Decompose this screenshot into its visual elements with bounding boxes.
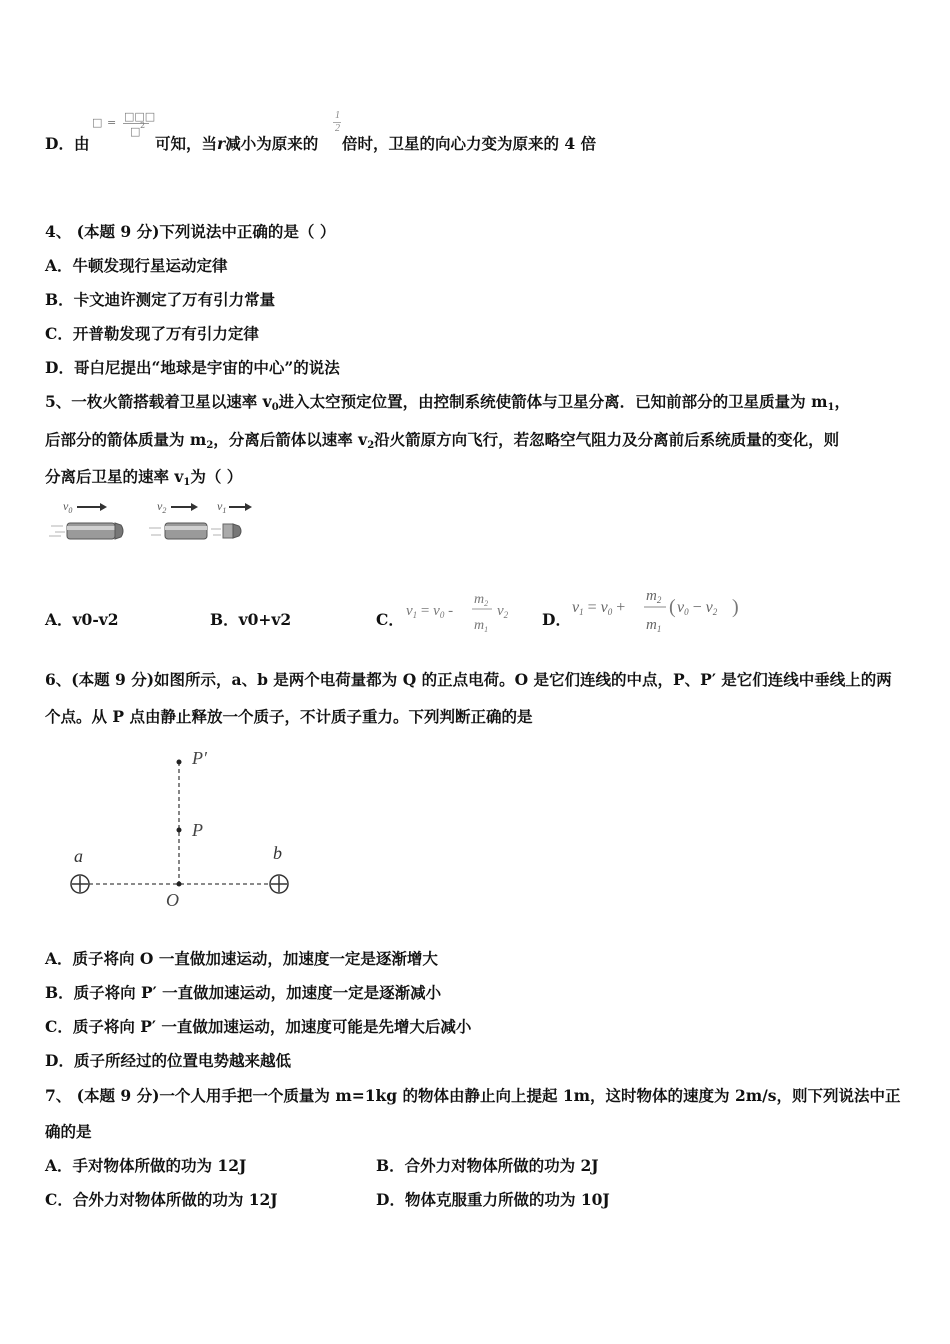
q5-line2-sub2: 2 (367, 440, 375, 451)
q4-option-a[interactable]: A．牛顿发现行星运动定律 (45, 256, 228, 275)
q5-line1-b: 进入太空预定位置，由控制系统使箭体与卫星分离．已知前部分的卫星质量为 m (278, 392, 828, 411)
q7-line2: 确的是 (45, 1122, 92, 1141)
svg-text:m1: $m_1$ (646, 617, 662, 634)
q3-formula-bar (123, 123, 149, 124)
point-p-prime (177, 760, 182, 765)
q3-formula-num: □□□ (124, 110, 156, 123)
q3-formula-den-exp: 2 (140, 121, 146, 130)
rocket-v2-label: $v_2$ (157, 499, 167, 515)
rocket-v0-label: $v_0$ (63, 499, 73, 515)
q3-var-r: r (217, 134, 226, 153)
q3-formula (92, 110, 154, 144)
q5-line1-sub2: 1 (827, 402, 835, 413)
rocket-v1-label: $v_1$ (217, 499, 227, 515)
q5-line3-sub: 1 (183, 477, 191, 488)
rocket-before-separation (49, 499, 123, 539)
q3-formula-lhs: □ (92, 116, 103, 129)
q5-line3 (45, 467, 242, 490)
svg-text:m2: $m_2$ (646, 588, 662, 605)
q3-formula-den: □ (130, 125, 141, 138)
q3-option-d-mid2: 减小为原来的 (225, 134, 319, 153)
q6-line1: 6、(本题 9 分)如图所示，a、b 是两个电荷量都为 Q 的正点电荷。O 是它们连线的中点，P、P′ 是它们连线中垂线上的两 (45, 670, 892, 689)
q5-option-a[interactable] (45, 610, 119, 630)
q5-line1-sub: 0 (271, 402, 279, 413)
point-o (177, 882, 182, 887)
q5-option-b-value: v0+v2 (238, 610, 292, 629)
q6-option-a[interactable]: A．质子将向 O 一直做加速运动，加速度一定是逐渐增大 (45, 949, 438, 968)
q7-option-c[interactable]: C．合外力对物体所做的功为 12J (45, 1190, 278, 1209)
q3-option-d-prefix: D．由 (45, 134, 90, 153)
q5-line1 (45, 392, 850, 415)
q4-option-b[interactable]: B．卡文迪许测定了万有引力常量 (45, 290, 276, 309)
q5-option-a-value: v0-v2 (72, 610, 119, 629)
q3-half-den: 2 (335, 123, 340, 134)
label-p-prime: P′ (192, 748, 207, 768)
q7-option-d[interactable]: D．物体克服重力所做的功为 10J (376, 1190, 610, 1209)
q5-option-c-formula (404, 588, 519, 638)
q5-option-c-label[interactable]: C． (376, 610, 404, 629)
q3-option-d-text (155, 134, 318, 154)
svg-text:): ) (732, 596, 739, 618)
q7-option-a[interactable]: A．手对物体所做的功为 12J (45, 1156, 247, 1175)
q6-option-c[interactable]: C．质子将向 P′ 一直做加速运动，加速度可能是先增大后减小 (45, 1017, 472, 1036)
q3-formula-eq: = (107, 116, 117, 129)
svg-text:(: ( (669, 596, 676, 618)
q5-line3-a: 分离后卫星的速率 v (45, 467, 184, 486)
q5-option-d-formula (570, 584, 745, 640)
q6-line2: 个点。从 P 点由静止释放一个质子，不计质子重力。下列判断正确的是 (45, 707, 533, 726)
rocket-after-separation (149, 499, 252, 539)
q3-option-d-suffix: 倍时，卫星的向心力变为原来的 4 倍 (342, 134, 597, 153)
q5-rocket-figure (45, 496, 260, 548)
q5-line1-c: ， (834, 392, 850, 411)
q6-option-d[interactable]: D．质子所经过的位置电势越来越低 (45, 1051, 291, 1070)
label-p: P (192, 820, 203, 840)
q4-stem: 4、 (本题 9 分)下列说法中正确的是（ ） (45, 222, 336, 241)
label-o: O (166, 890, 179, 910)
q5-option-b-label: B． (210, 610, 239, 629)
svg-text:m2: $m_2$ (474, 592, 489, 608)
q5-line2-c: 沿火箭原方向飞行，若忽略空气阻力及分离前后系统质量的变化，则 (374, 430, 840, 449)
q5-line2 (45, 430, 839, 453)
label-b: b (273, 843, 282, 863)
svg-text:v1 = v0 +: v1 = v0 + (572, 599, 626, 617)
charge-b-icon (270, 875, 288, 893)
svg-text:m1: $m_1$ (474, 618, 489, 634)
q5-line2-sub: 2 (206, 440, 214, 451)
q6-charge-figure (60, 740, 310, 915)
svg-text:v2: $v_2$ (497, 603, 509, 620)
q5-line1-a: 5、一枚火箭搭载着卫星以速率 v (45, 392, 272, 411)
q5-line3-b: 为（ ） (190, 467, 243, 486)
q5-option-a-label: A． (45, 610, 73, 629)
q4-option-c[interactable]: C．开普勒发现了万有引力定律 (45, 324, 259, 343)
label-a: a (74, 846, 83, 866)
q5-line2-a: 后部分的箭体质量为 m (45, 430, 207, 449)
svg-text:v1 = v0 -: $v_1 = v_0$ - (406, 603, 454, 620)
q3-half-num: 1 (335, 110, 340, 121)
q3-option-d-mid: 可知，当 (155, 134, 218, 153)
q5-line2-b: ，分离后箭体以速率 v (213, 430, 368, 449)
q5-option-b[interactable] (210, 610, 291, 630)
q4-option-d[interactable]: D．哥白尼提出“地球是宇宙的中心”的说法 (45, 358, 340, 377)
q7-option-b[interactable]: B．合外力对物体所做的功为 2J (376, 1156, 599, 1175)
q6-option-b[interactable]: B．质子将向 P′ 一直做加速运动，加速度一定是逐渐减小 (45, 983, 442, 1002)
svg-text:v0 − v2: v0 − v2 (677, 599, 718, 617)
q5-option-d-label[interactable]: D． (542, 610, 571, 629)
charge-a-icon (71, 875, 89, 893)
q7-line1: 7、 (本题 9 分)一个人用手把一个质量为 m=1kg 的物体由静止向上提起 1m，这时物体的速度为 2m/s，则下列说法中正 (45, 1086, 901, 1105)
point-p (177, 828, 182, 833)
